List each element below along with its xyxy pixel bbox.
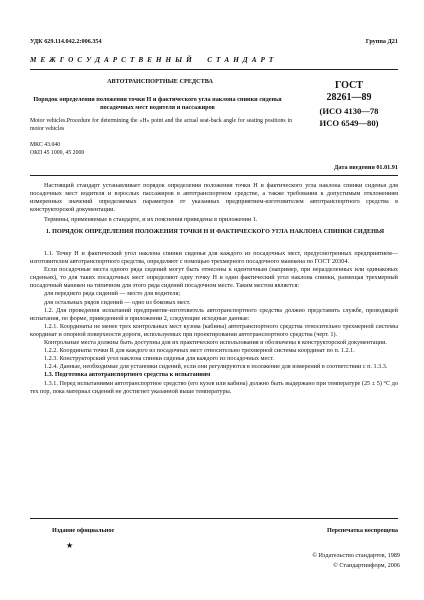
intro-paragraph: Настоящий стандарт устанавливает порядок определения положения точки H и фактического угла наклона спинки сиденья для посадочных мест водителя и взрослых пассажиров в автотранспортном средстве, а также требования к допустимым отклонениям измеренных значений определяемых параметров от указанных предприятием-изготовителем автотранспортного средства в конструкторской документации. [30,182,398,214]
para-other-rows: для остальных рядов сидений — одно из боковых мест. [44,298,191,306]
footer-rule [30,518,398,519]
section-1-body [30,250,398,396]
reprint-prohibited: Перепечатка воспрещена [327,527,398,534]
copyright-publisher: © Издательство стандартов, 1989 [312,552,400,559]
udk-code: УДК 629.114.042.2:006.354 [30,38,102,45]
para-1-1: 1.1. Точку H и фактический угол наклона спинки сиденья для каждого из посадочных мест, предусмотренных предприятием—изготовителем автотранспортного средства, определяют с помощью трехмерного посадочного манекена по ГОСТ 20304. [30,250,398,266]
iso-ref-1: (ИСО 4130—78 [319,106,379,116]
para-1-3-1: 1.3.1. Перед испытаниями автотранспортное средство (его кузов или кабина) должно быть выдержано при температуре (25 ± 5) °С до тех пор, пока материал сидений не достигнет указанной выше температуры. [30,379,398,395]
category-heading: АВТОТРАНСПОРТНЫЕ СРЕДСТВА [107,78,213,85]
para-control-points: Контрольные места должны быть доступны для их практического использования и обозначены в конструкторской документации. [44,339,387,347]
para-1-2-1: 1.2.1. Координаты не менее трех контрольных мест кузова (кабины) автотранспортного средства относительно трехмерной системы координат и опорной поверхности дороги, используемых при проектировании автотранспортного средства (черт. 1). [30,322,398,338]
star-icon: ★ [66,541,74,550]
para-identical-seats: Если посадочные места одного ряда сидений могут быть отнесены к идентичным (например, при неразделенных или одинаковых сиденьях), то для таких посадочных мест определяют одну точку H и один фактический угол наклона спинки, размещая трехмерный посадочный манекен на типичном для этого ряда сидений посадочном месте. Таким местом является: [30,266,398,290]
standard-banner: М Е Ж Г О С У Д А Р С Т В Е Н Н Ы Й С Т А Н Д А Р Т [30,56,275,64]
official-edition: Издание официальное [52,527,115,534]
title-ru: Порядок определения положения точки H и фактического угла наклона спинки сиденья посадочных мест водителя и пассажиров [33,96,282,112]
title-rule [30,175,398,176]
terms-paragraph: Термины, применяемые в стандарте, и их пояснения приведены в приложении 1. [44,216,258,223]
section-1-heading: 1. ПОРЯДОК ОПРЕДЕЛЕНИЯ ПОЛОЖЕНИЯ ТОЧКИ H И ФАКТИЧЕСКОГО УГЛА НАКЛОНА СПИНКИ СИДЕНЬЯ [45,228,385,235]
gost-number: ГОСТ 28261—89 [326,80,372,103]
title-en: Motor vehicles.Procedure for determining the «H» point and the actual seat-back angle for seating positions in motor vehicles [30,118,292,132]
copyright-standartinform: © Стандартинформ, 2006 [333,562,400,569]
para-1-2-2: 1.2.2. Координаты точки R для каждого из посадочных мест относительно трехмерной системы координат по п. 1.2.1. [44,347,355,355]
para-front-row: для переднего ряда сидений — место для водителя; [44,290,181,298]
effective-date: Дата введения 01.01.91 [334,164,398,171]
subsection-1-3-heading: 1.3. Подготовка автотранспортного средства к испытаниям [44,371,211,379]
iso-ref-2: ИСО 6549—80) [319,118,379,128]
group-code: Группа Д21 [365,38,398,45]
para-1-2-3: 1.2.3. Конструкторский угол наклона спинки сиденья для каждого из посадочных мест. [44,355,274,363]
header-rule [30,69,398,70]
classification-codes: МКС 43.040 ОКП 45 1000, 45 2000 [30,142,85,156]
para-1-2: 1.2. Для проведения испытаний предприятие-изготовитель автотранспортного средства должно представить службе, проводящей испытания, по форме, приведенной в приложении 2, следующие исходные данные: [30,306,398,322]
para-1-2-4: 1.2.4. Данные, необходимые для установки сидений, если они регулируются в положение для измерений в соответствии с п. 1.3.3. [44,363,388,371]
